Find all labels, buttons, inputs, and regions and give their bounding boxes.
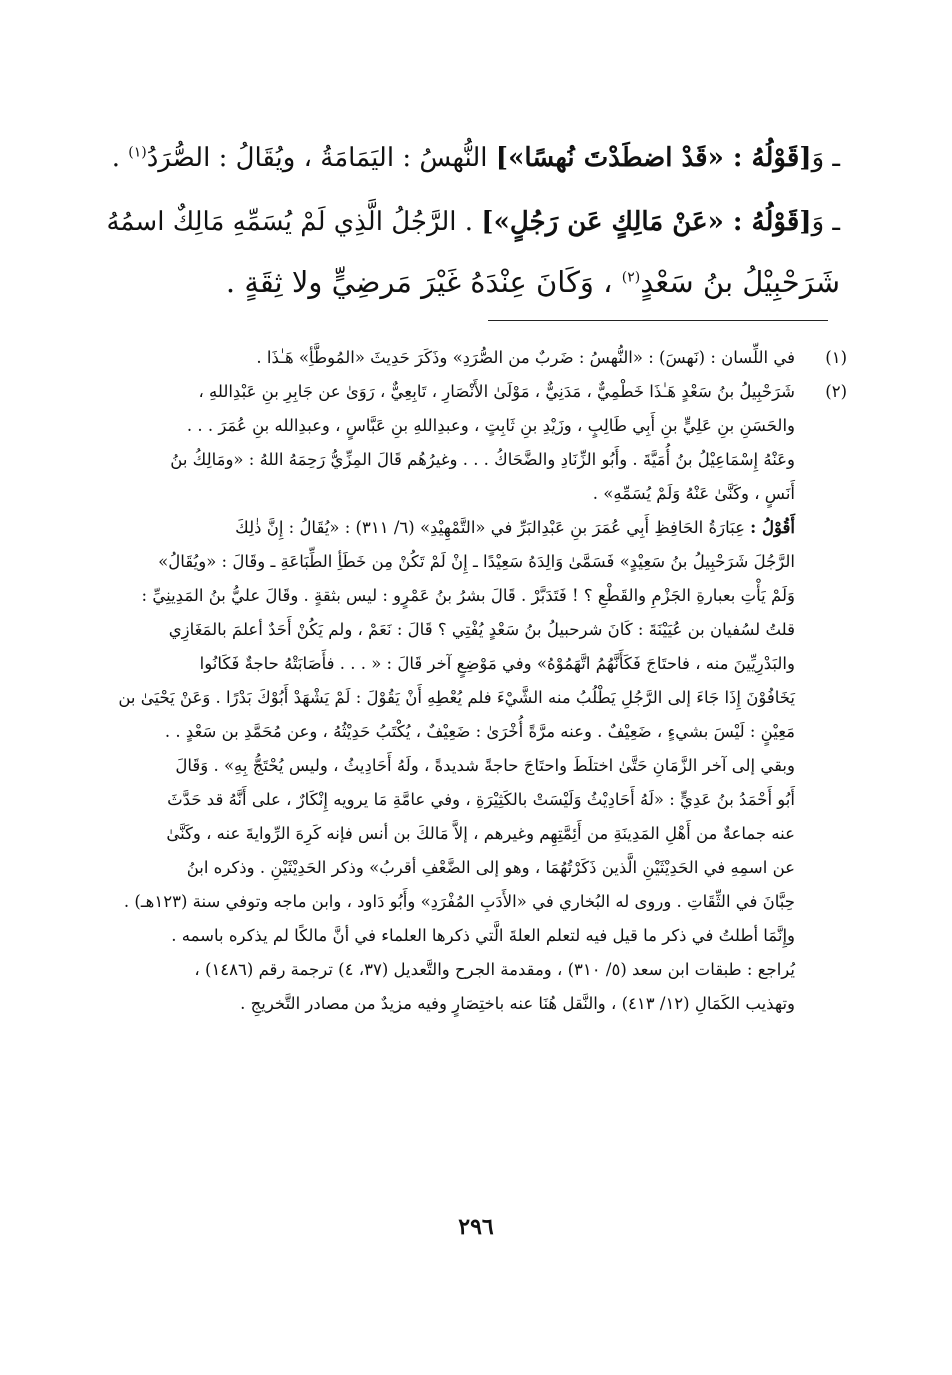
- footnote-marker-2: (٢): [621, 269, 641, 286]
- quoted-phrase: [قَوْلُهُ : «قَدْ اضطَدْتَ نُهسًا»]: [495, 143, 812, 173]
- line-prefix: ـ وَ: [811, 143, 840, 173]
- line-end: ، وَكَانَ عِنْدَهُ غَيْرَ مَرضِيٍّ ولا ثِقَةٍ .: [225, 265, 622, 299]
- commentary-line: وَلَمْ يَأْتِ بعبارةِ الجَزْمِ والقَطْعِ ؟ ! فَتَدَبَّرْ . قَالَ بشرُ بنُ عَمْرٍو : ليس بثقةٍ . وقَالَ عليُّ بنُ المَدِينِيِّ :: [141, 586, 795, 605]
- commentary-line: [100, 511, 795, 545]
- main-text: [100, 128, 840, 312]
- footnote-line: والحَسَنِ بنِ عَلِيٍّ بنِ أَبِي طَالِبٍ ، وزَيْدِ بنِ ثَابِتٍ ، وعبدِاللهِ بنِ عَبَّاسٍ ، وعبدِالله بنِ عُمَرَ . . .: [186, 416, 795, 435]
- footnote-separator: [488, 320, 828, 321]
- page-number: ٢٩٦: [458, 1214, 494, 1240]
- commentary-line: الرَّجُلَ شَرَحْبِيلُ بنُ سَعِيْدٍ» فَسَمَّىٰ وَالِدَهُ سَعِيْدًا ـ إِنْ لَمْ تَكُنْ مِن خَطَأِ الطِّبَاعَةِ ـ وقَالَ : «ويُقَالُ»: [158, 552, 795, 571]
- main-line-2: [100, 192, 840, 252]
- commentary-line: حِبَّانَ في الثِّقَاتِ . وروى له البُخاري في «الأَدَبِ المُفْرَدِ» وأَبُو دَاود ، وابن ماجه وتوفي سنة (١٢٣هـ) .: [123, 892, 795, 911]
- commentary-text: عِبَارَةُ الحَافِظِ أَبِي عُمَرَ بنِ عَبْدِالبَرِّ في «التَّمْهِيْدِ» (٦/ ٣١١) : «يُقَالُ : إِنَّ ذٰلِكَ: [235, 518, 751, 537]
- footnote-number: (٢): [825, 382, 847, 401]
- commentary-line: وتهذيب الكَمَالِ (١٢/ ٤١٣) ، والنَّقل هُنَا عنه باختِصَارٍ وفيه مزيدٌ من مصادر التَّخريجِ .: [240, 994, 795, 1013]
- footnote-2: [100, 375, 847, 1021]
- line-text: شَرَحْبِيْلُ بنُ سَعْدٍ: [640, 265, 840, 299]
- footnote-number: (١): [825, 348, 847, 367]
- commentary-line: يُراجع : طبقات ابن سعد (٥/ ٣١٠) ، ومقدمة الجرح والتَّعديل (٣٧، ٤) ترجمة رقم (١٤٨٦) ،: [194, 960, 795, 979]
- footnotes: [100, 341, 847, 1021]
- quoted-phrase: [قَوْلُهُ : «عَنْ مَالِكٍ عَن رَجُلٍ»]: [481, 207, 812, 237]
- commentary-line: والبَدْرِيِّينَ منه ، فاحتَاجَ فَكَأَنَّهُمُ اتَّهَمُوْهُ» وفي مَوْضِعٍ آخر قَالَ : « . . . فأَصَابَتْهُ حاجةٌ فَكَانُوا: [199, 654, 795, 673]
- line-text: . الرَّجُلُ الَّذِي لَمْ يُسَمِّهِ مَالِكٌ اسمُهُ: [106, 207, 482, 237]
- commentary-line: مَعِيْنٍ : لَيْسَ بشيءٍ ، ضَعِيْفٌ . وعنه مرَّةً أُخْرَىٰ : ضَعِيْفٌ ، يُكْتَبُ حَدِيْثُهُ ، وعن مُحَمَّدِ بن سَعْدٍ . .: [164, 722, 795, 741]
- footnote-line: أَنَسٍ ، وكَنَّىٰ عَنْهُ وَلَمْ يُسَمِّهِ» .: [592, 484, 795, 503]
- footnote-1: [100, 341, 847, 375]
- main-line-1: [100, 128, 840, 188]
- footnote-marker-1: (١): [128, 144, 147, 161]
- commentary-line: قلتُ لسُفيان بن عُيَيْنَةَ : كَانَ شرحبيلُ بنُ سَعْدٍ يُفْتِي ؟ قَالَ : نَعَمْ ، ولم يَكُنْ أَحَدٌ أعلمَ بالمَغَازِي: [168, 620, 795, 639]
- commentary-line: وبقي إلى آخر الزَّمَانِ حَتَّىٰ اختلَطَ واحتَاجَ حاجةً شديدةً ، ولَهُ أَحَادِيثُ ، وليس يُحْتَجُّ بِهِ» . وَقَالَ: [175, 756, 795, 775]
- commentary-line: أَبُو أَحْمَدُ بنُ عَدِيٍّ : «لَهُ أَحَادِيْثُ وَلَيْسَتْ بالكَثِيْرَةِ ، وفي عامَّةِ مَا يرويه إِنْكَارٌ ، على أَنَّهُ قد حَدَّثَ: [167, 790, 795, 809]
- line-text: النُّهسُ : اليَمَامَةُ ، ويُقَالُ : الصُّرَدُ: [146, 143, 496, 173]
- commentary-heading: أَقُوْلُ :: [750, 518, 795, 537]
- footnote-line: وعَنْهُ إِسْمَاعِيْلُ بنُ أُمَيَّةَ . وأَبُو الزِّنَادِ والضَّحَاكُ . . . وغيرُهُم قَالَ المِزِّيُّ رَحِمَهُ اللهُ : «ومَالِكُ بنُ: [170, 450, 795, 469]
- commentary-line: عنه جماعةٌ من أَهْلِ المَدِينَةِ من أَئِمَّتِهِم وغيرهم ، إلاَّ مَالكَ بن أنس فإنه كَرِهَ الرِّوايةَ عنه ، وكَنَّىٰ: [166, 824, 795, 843]
- commentary-line: عن اسمِهِ في الحَدِيْثَيْنِ الَّذين ذَكَرْتُهُمَا ، وهو إلى الضَّعْفِ أقربُ» وذكر الحَدِيْثَيْنِ . وذكره ابنُ: [186, 858, 795, 877]
- commentary-line: يَخَافُوْنَ إِذَا جَاءَ إلى الرَّجُلِ يَطْلُبُ منه الشَّيْءَ فلم يُعْطِهِ أَنْ يَقُوْلَ : لَمْ يَشْهَدْ أَبُوْكَ بَدْرًا . وَعَنْ يَحْيَىٰ بن: [118, 688, 795, 707]
- line-prefix: ـ وَ: [811, 207, 840, 237]
- main-line-3: [100, 252, 840, 312]
- footnote-line: شَرَحْبِيلُ بنُ سَعْدٍ هَـٰذَا خَطْمِيٌّ ، مَدَنِيٌّ ، مَوْلَىٰ الأَنْصَارِ ، تَابِعِيٌّ ، رَوَىٰ عن جَابِرِ بنِ عَبْدِاللهِ ،: [198, 382, 795, 401]
- line-end: .: [111, 143, 129, 173]
- footnote-text: في اللِّسان : (نَهسَ) : «النُّهسُ : ضَربٌ من الصُّرَدِ» وذَكَرَ حَدِيثَ «المُوطَّأِ» هَـٰذَا .: [256, 348, 795, 367]
- commentary-line: وإِنَّمَا أطلتُ في ذكر ما قيل فيه لتعلم العلةَ الَّتي ذكرها العلماء في أنَّ مالكًا لم يذكره باسمه .: [171, 926, 795, 945]
